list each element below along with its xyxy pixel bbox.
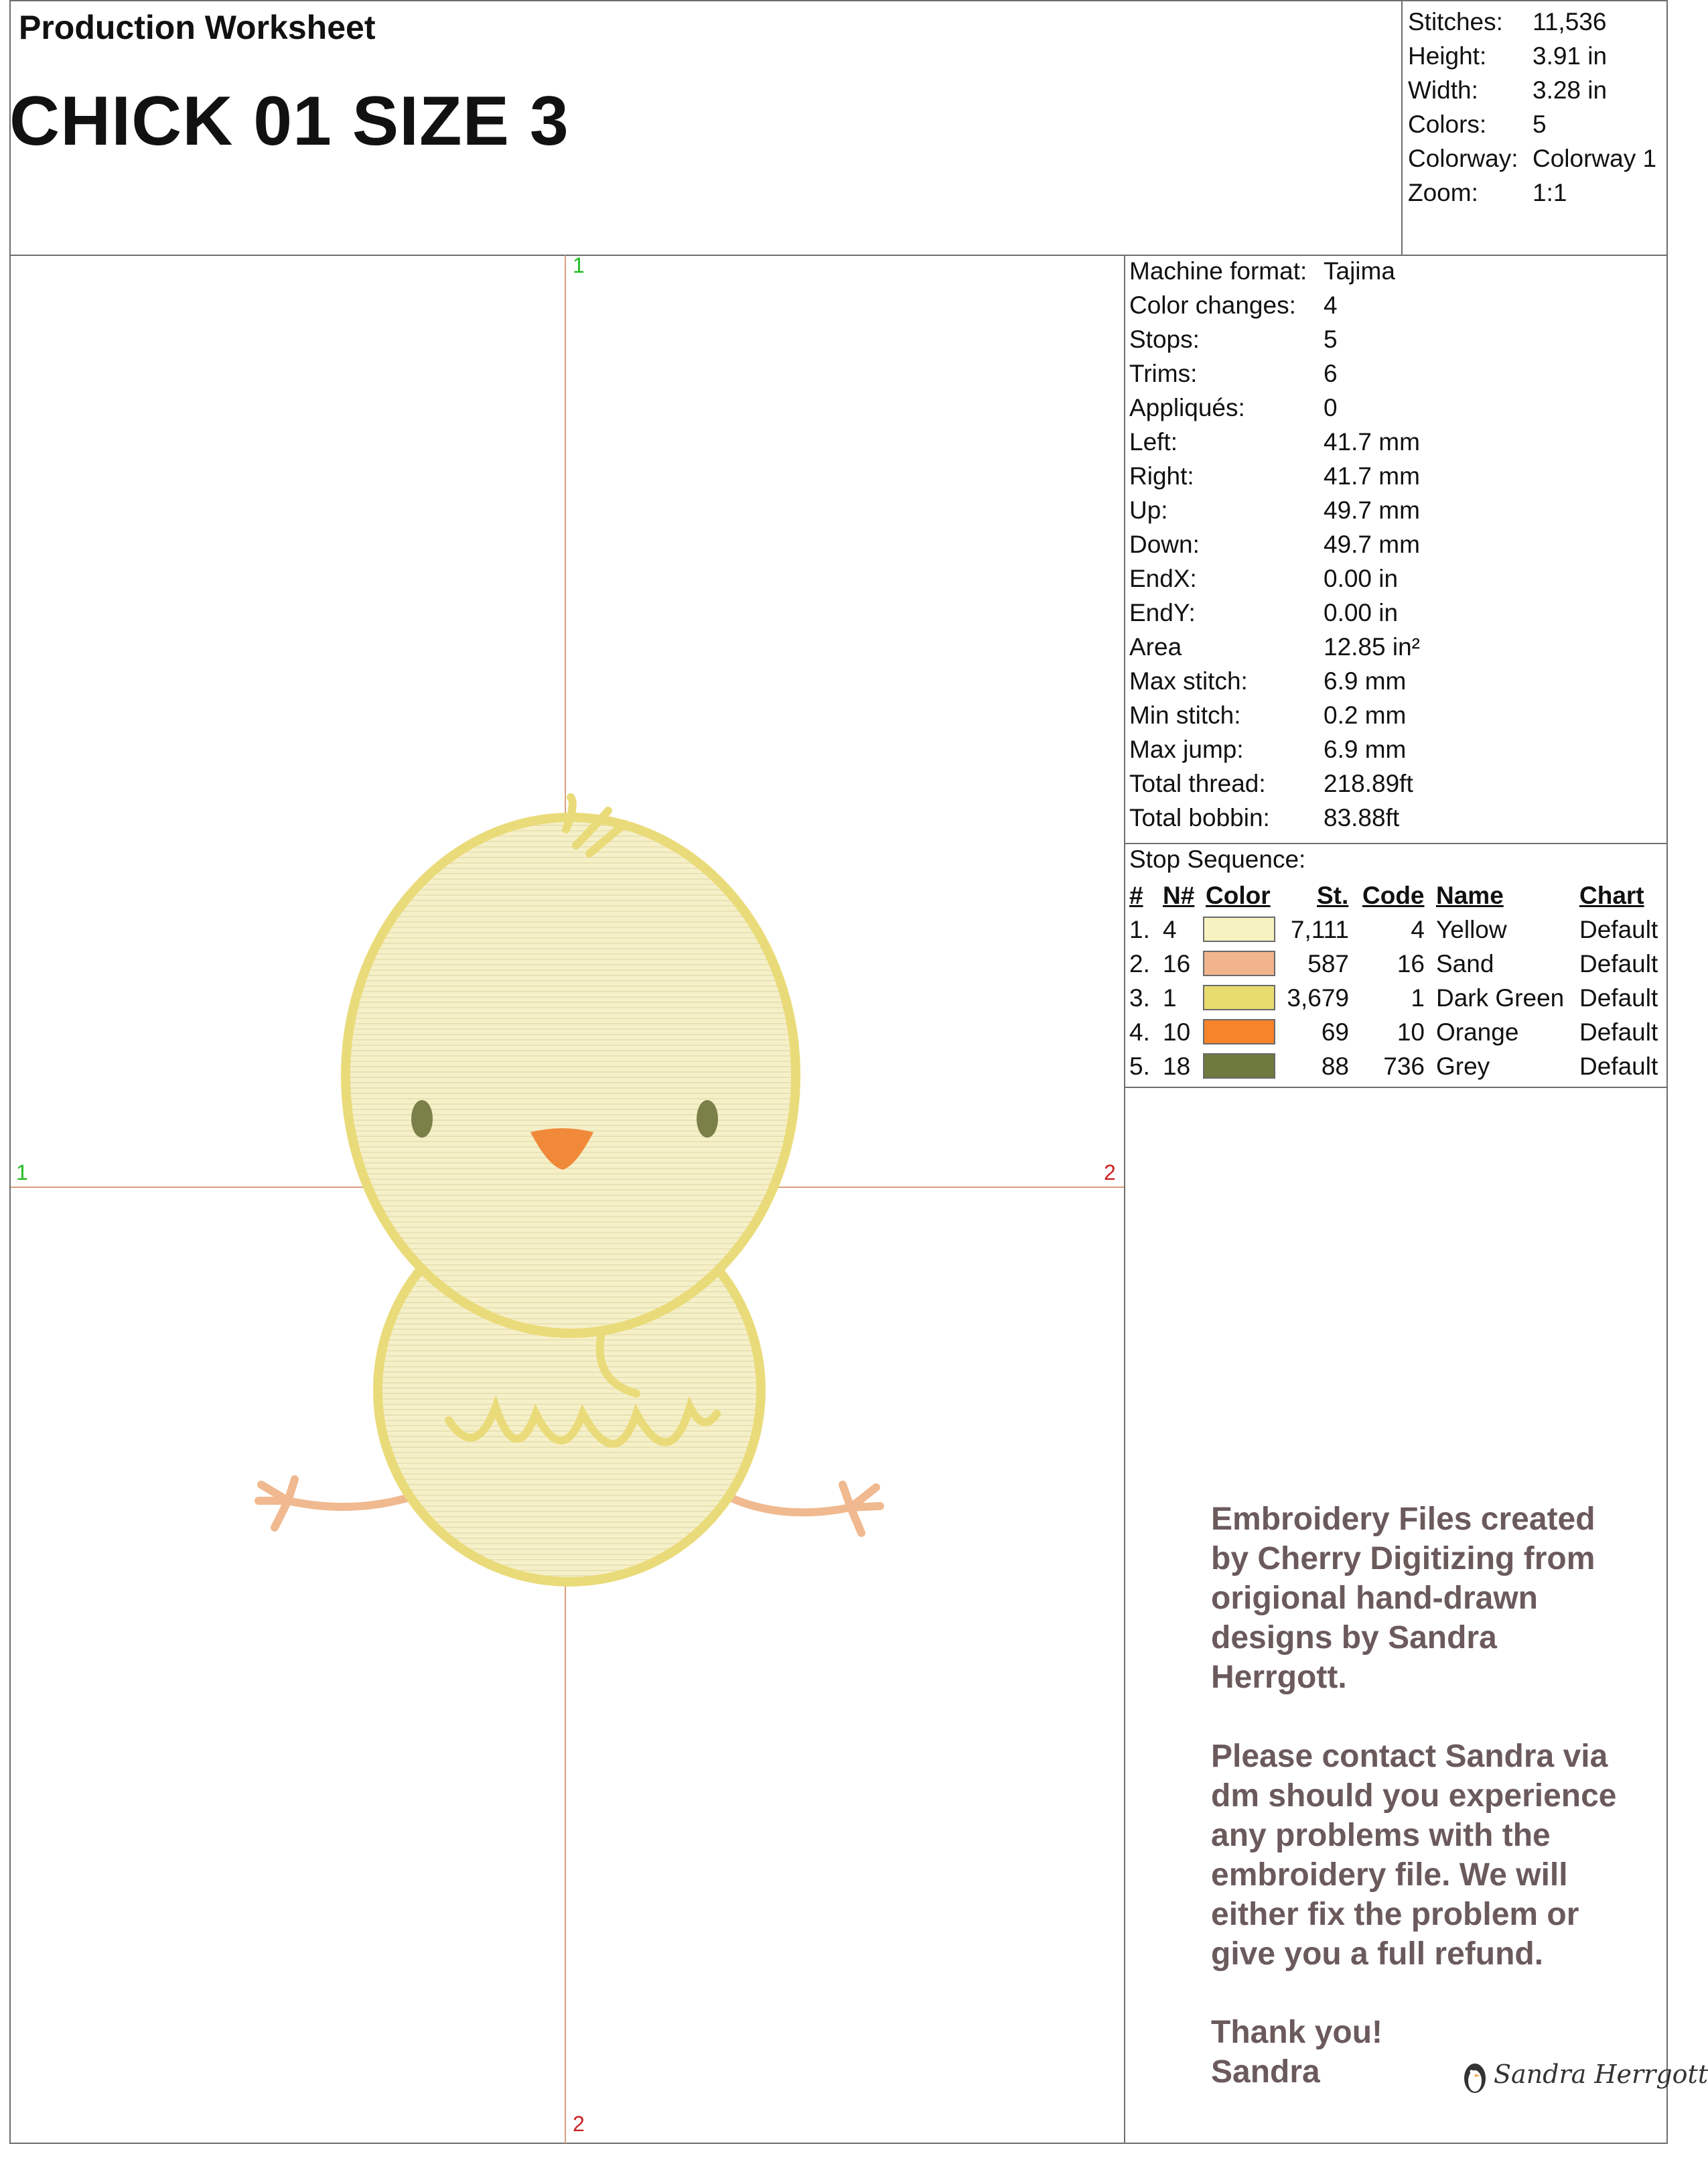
- detail-value: 12.85 in²: [1324, 633, 1420, 661]
- signature-logo: [1460, 2050, 1708, 2097]
- seq-num: 4.: [1129, 1018, 1150, 1046]
- summary-label: Colorway:: [1408, 145, 1518, 172]
- detail-value: 5: [1324, 326, 1338, 353]
- detail-label: Total bobbin:: [1129, 804, 1270, 831]
- border-top: [9, 0, 1668, 1]
- summary-label: Stitches:: [1408, 8, 1503, 36]
- seq-num: 5.: [1129, 1053, 1150, 1080]
- detail-label: Appliqués:: [1129, 394, 1245, 421]
- detail-label: Left:: [1129, 428, 1178, 456]
- axis-label-bottom: 2: [573, 2112, 585, 2136]
- detail-value: 6: [1324, 360, 1338, 387]
- seq-header-num: #: [1129, 882, 1143, 909]
- detail-value: 83.88ft: [1324, 804, 1400, 831]
- detail-value: Tajima: [1324, 257, 1395, 285]
- summary-divider: [1401, 0, 1403, 255]
- summary-label: Height:: [1408, 42, 1487, 70]
- seq-header-chart: Chart: [1579, 882, 1644, 909]
- note-paragraph-3: Thank you! Sandra: [1211, 2015, 1383, 2090]
- detail-label: Up:: [1129, 496, 1168, 524]
- border-bottom: [9, 2143, 1668, 2144]
- seq-chart: Default: [1579, 916, 1658, 943]
- detail-value: 0.2 mm: [1324, 701, 1407, 729]
- summary-value: 5: [1533, 111, 1547, 138]
- detail-value: 6.9 mm: [1324, 667, 1407, 695]
- detail-value: 49.7 mm: [1324, 496, 1420, 524]
- right-eye-icon: [697, 1100, 718, 1138]
- seq-stitches: 587: [1307, 950, 1349, 977]
- detail-value: 6.9 mm: [1324, 736, 1407, 763]
- seq-name: Yellow: [1436, 916, 1507, 943]
- seq-num: 1.: [1129, 916, 1150, 943]
- seq-name: Sand: [1436, 950, 1494, 977]
- summary-label: Width:: [1408, 76, 1478, 104]
- note-paragraph-2: Please contact Sandra via dm should you experience any problems with the embroidery file. We will either fix the problem or give you a full refund.: [1211, 1739, 1617, 1972]
- seq-needle: 1: [1163, 984, 1177, 1012]
- seq-num: 2.: [1129, 950, 1150, 977]
- seq-header-code: Code: [1362, 882, 1425, 909]
- color-swatch: [1203, 917, 1275, 942]
- sequence-bottom-divider: [1124, 1087, 1667, 1088]
- border-right: [1666, 0, 1668, 2144]
- seq-needle: 4: [1163, 916, 1177, 943]
- summary-label: Zoom:: [1408, 179, 1478, 206]
- summary-value: 11,536: [1533, 8, 1607, 36]
- seq-name: Orange: [1436, 1018, 1519, 1046]
- detail-value: 41.7 mm: [1324, 428, 1420, 456]
- right-leg: [731, 1485, 880, 1533]
- seq-code: 16: [1397, 950, 1425, 977]
- seq-stitches: 69: [1321, 1018, 1349, 1046]
- color-swatch: [1203, 985, 1275, 1010]
- seq-header-st: St.: [1317, 882, 1349, 909]
- seq-header-name: Name: [1436, 882, 1504, 909]
- color-swatch: [1203, 951, 1275, 976]
- left-leg: [259, 1479, 407, 1528]
- seq-needle: 10: [1163, 1018, 1191, 1046]
- axis-label-left: 1: [16, 1160, 28, 1185]
- detail-label: EndX:: [1129, 565, 1197, 592]
- detail-value: 41.7 mm: [1324, 462, 1420, 490]
- summary-value: 3.28 in: [1533, 76, 1608, 104]
- detail-value: 218.89ft: [1324, 770, 1413, 797]
- seq-code: 4: [1411, 916, 1425, 943]
- signature-text: Sandra Herrgott: [1494, 2060, 1708, 2089]
- header-divider: [9, 255, 1668, 256]
- detail-value: 0.00 in: [1324, 565, 1399, 592]
- detail-value: 4: [1324, 291, 1338, 319]
- border-left: [9, 0, 11, 2144]
- seq-code: 736: [1383, 1053, 1425, 1080]
- detail-label: Right:: [1129, 462, 1194, 490]
- penguin-icon: [1460, 2057, 1490, 2094]
- seq-name: Grey: [1436, 1053, 1490, 1080]
- detail-label: Total thread:: [1129, 770, 1266, 797]
- summary-label: Colors:: [1408, 111, 1487, 138]
- seq-chart: Default: [1579, 1053, 1658, 1080]
- detail-label: Max stitch:: [1129, 667, 1248, 695]
- chick-head: [346, 797, 796, 1333]
- color-swatch: [1203, 1053, 1275, 1079]
- summary-value: 1:1: [1533, 179, 1567, 206]
- detail-label: Down:: [1129, 531, 1200, 558]
- detail-label: Color changes:: [1129, 291, 1296, 319]
- note-paragraph-1: Embroidery Files created by Cherry Digitizing from origional hand-drawn designs by Sandra Herrgott.: [1211, 1501, 1595, 1695]
- chick-embroidery: [228, 791, 911, 1581]
- detail-label: Area: [1129, 633, 1182, 661]
- detail-label: Max jump:: [1129, 736, 1244, 763]
- seq-code: 10: [1397, 1018, 1425, 1046]
- seq-code: 1: [1411, 984, 1425, 1012]
- info-panel-divider: [1124, 255, 1125, 2144]
- seq-num: 3.: [1129, 984, 1150, 1012]
- seq-header-n: N#: [1163, 882, 1195, 909]
- detail-label: Stops:: [1129, 326, 1200, 353]
- seq-needle: 18: [1163, 1053, 1191, 1080]
- detail-label: Trims:: [1129, 360, 1198, 387]
- axis-label-top: 1: [573, 253, 585, 277]
- seq-chart: Default: [1579, 950, 1658, 977]
- summary-value: Colorway 1: [1533, 145, 1657, 172]
- seq-header-color: Color: [1206, 882, 1271, 909]
- seq-chart: Default: [1579, 984, 1658, 1012]
- seq-chart: Default: [1579, 1018, 1658, 1046]
- detail-value: 0.00 in: [1324, 599, 1399, 626]
- seq-stitches: 88: [1321, 1053, 1349, 1080]
- left-eye-icon: [411, 1100, 433, 1138]
- design-name: CHICK 01 SIZE 3: [9, 82, 569, 160]
- detail-label: Min stitch:: [1129, 701, 1241, 729]
- stop-sequence-title: Stop Sequence:: [1129, 846, 1306, 873]
- seq-name: Dark Green: [1436, 984, 1565, 1012]
- detail-label: EndY:: [1129, 599, 1196, 626]
- summary-value: 3.91 in: [1533, 42, 1608, 70]
- detail-value: 0: [1324, 394, 1338, 421]
- seq-stitches: 3,679: [1287, 984, 1349, 1012]
- seq-needle: 16: [1163, 950, 1191, 977]
- seq-stitches: 7,111: [1290, 916, 1349, 943]
- worksheet-title: Production Worksheet: [19, 9, 376, 46]
- detail-value: 49.7 mm: [1324, 531, 1420, 558]
- color-swatch: [1203, 1019, 1275, 1044]
- axis-label-right: 2: [1104, 1160, 1116, 1185]
- detail-label: Machine format:: [1129, 257, 1307, 285]
